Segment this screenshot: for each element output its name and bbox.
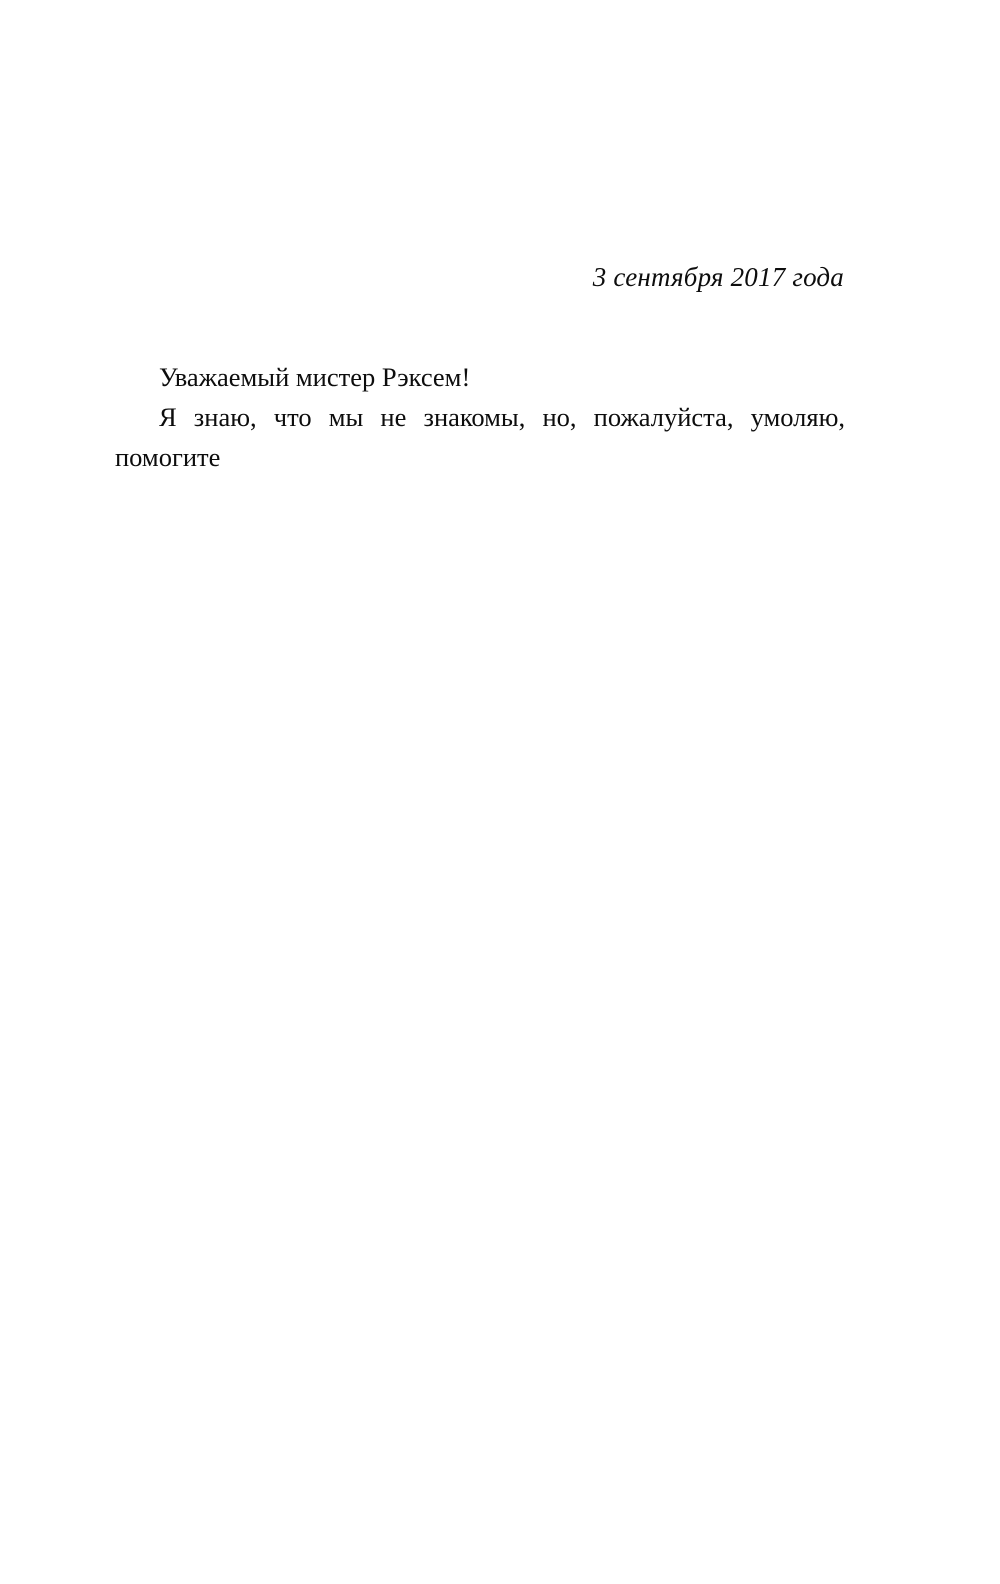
paragraph-salutation: Уважаемый мистер Рэксем! (159, 362, 471, 392)
date-line: 3 сентября 2017 года (592, 262, 844, 292)
text-block (115, 262, 845, 477)
letter-body (115, 357, 845, 477)
paragraph-body: Я знаю, что мы не знакомы, но, пожалуйста, умоляю, помогите (115, 402, 845, 472)
